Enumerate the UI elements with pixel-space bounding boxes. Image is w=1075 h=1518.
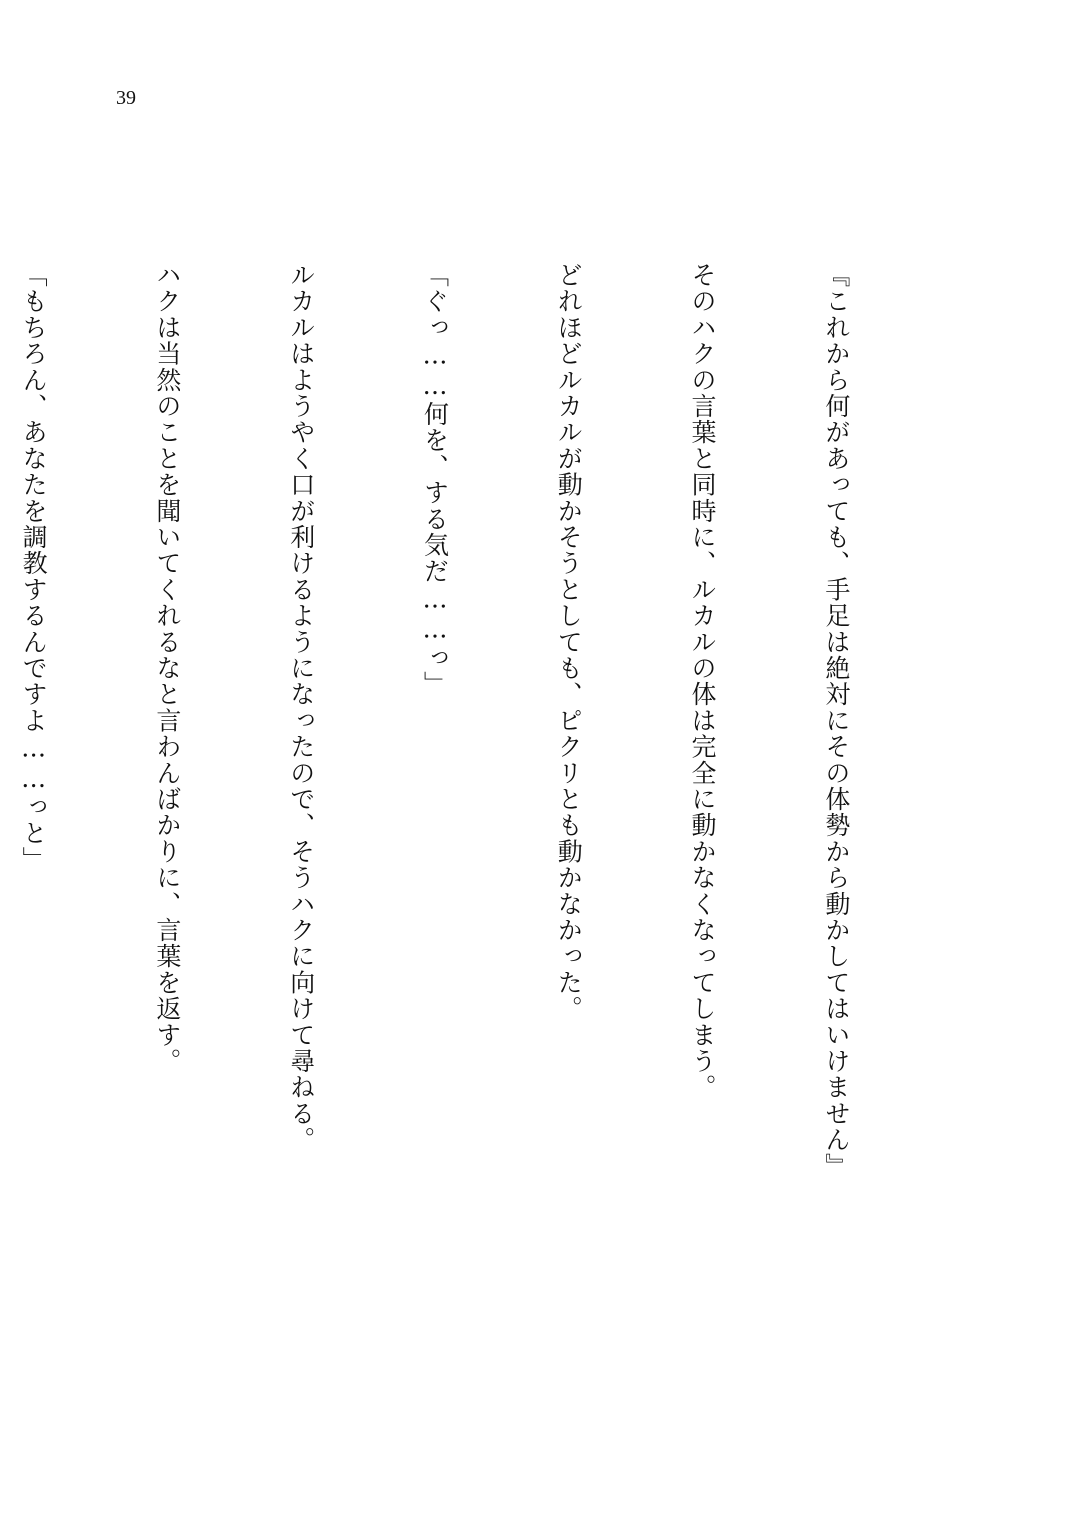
body-text: [0, 262, 947, 1372]
text-line: 「ぐっ……何を、する気だ……っ」: [420, 262, 450, 698]
text-line: どれほどルカルが動かそうとしても、ピクリとも動かなかった。: [554, 262, 584, 1022]
text-line: 『これから何があっても、手足は絶対にその体勢から動かしてはいけません』: [821, 262, 851, 1179]
text-line: そのハクの言葉と同時に、ルカルの体は完全に動かなくなってしまう。: [688, 262, 718, 1101]
text-line: 「もちろん、あなたを調教するんですよ……っと」: [19, 262, 49, 873]
text-line: ルカルはようやく口が利けるようになったので、そうハクに向けて尋ねる。: [286, 262, 316, 1153]
page-number: 39: [116, 87, 136, 109]
text-line: ハクは当然のことを聞いてくれるなと言わんばかりに、言葉を返す。: [152, 262, 182, 1075]
